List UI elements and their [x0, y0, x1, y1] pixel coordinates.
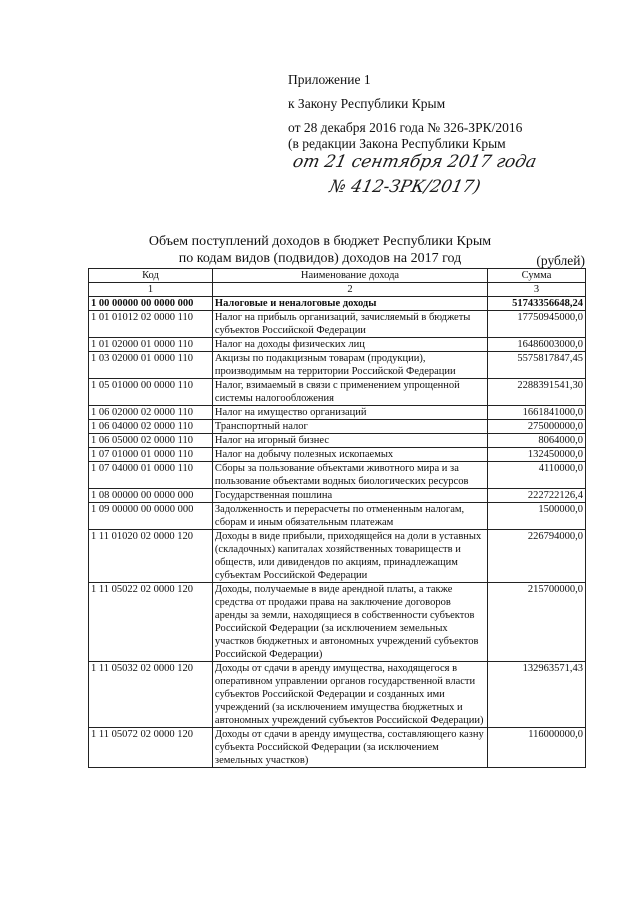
income-sum: 2288391541,30: [488, 379, 586, 406]
income-sum: 1661841000,0: [488, 406, 586, 420]
income-name: Налоговые и неналоговые доходы: [212, 297, 487, 311]
table-row: [89, 662, 586, 728]
table-row: [89, 420, 586, 434]
income-code: 1 08 00000 00 0000 000: [89, 489, 213, 503]
table-row: [89, 728, 586, 768]
income-name: Государственная пошлина: [212, 489, 487, 503]
table-column-numbers: [89, 283, 586, 297]
income-name: Задолженность и перерасчеты по отмененным налогам, сборам и иным обязательным платежам: [212, 503, 487, 530]
currency-unit: (рублей): [536, 253, 585, 268]
income-code: 1 01 02000 01 0000 110: [89, 338, 213, 352]
column-number: 2: [212, 283, 487, 297]
income-code: 1 06 05000 02 0000 110: [89, 434, 213, 448]
table-row: [89, 503, 586, 530]
title-line-2: по кодам видов (подвидов) доходов на 2017 год: [178, 251, 462, 266]
income-name: Налог на имущество организаций: [212, 406, 487, 420]
income-sum: 226794000,0: [488, 530, 586, 583]
table-row: [89, 434, 586, 448]
handwritten-line-2: № 412-ЗРК/2017): [327, 177, 483, 197]
income-sum: 275000000,0: [488, 420, 586, 434]
table-header-row: [89, 269, 586, 283]
handwritten-revision-note: [288, 148, 588, 198]
income-code: 1 11 05032 02 0000 120: [89, 662, 213, 728]
income-sum: 132450000,0: [488, 448, 586, 462]
income-sum: 16486003000,0: [488, 338, 586, 352]
income-code: 1 11 01020 02 0000 120: [89, 530, 213, 583]
income-sum: 215700000,0: [488, 583, 586, 662]
income-sum: 5575817847,45: [488, 352, 586, 379]
income-sum: 1500000,0: [488, 503, 586, 530]
income-code: 1 06 04000 02 0000 110: [89, 420, 213, 434]
income-code: 1 07 01000 01 0000 110: [89, 448, 213, 462]
income-code: 1 07 04000 01 0000 110: [89, 462, 213, 489]
income-name: Доходы от сдачи в аренду имущества, находящегося в оперативном управлении органов государственной власти субъектов Российской Федерации и созданных ими учреждений (за исключением имущества бюджетных и автономных учреждений субъектов Российской Федерации): [212, 662, 487, 728]
income-name: Доходы в виде прибыли, приходящейся на доли в уставных (складочных) капиталах хозяйственных товариществ и обществ, или дивидендов по акциям, принадлежащим субъектам Российской Федерации: [212, 530, 487, 583]
income-name: Транспортный налог: [212, 420, 487, 434]
table-row: [89, 462, 586, 489]
table-row: [89, 583, 586, 662]
income-code: 1 03 02000 01 0000 110: [89, 352, 213, 379]
table-row: [89, 311, 586, 338]
income-name: Доходы от сдачи в аренду имущества, составляющего казну субъекта Российской Федерации (за исключением земельных участков): [212, 728, 487, 768]
income-sum: 116000000,0: [488, 728, 586, 768]
table-row: [89, 297, 586, 311]
income-name: Акцизы по подакцизным товарам (продукции), производимым на территории Российской Федерации: [212, 352, 487, 379]
income-sum: 17750945000,0: [488, 311, 586, 338]
table-row: [89, 352, 586, 379]
table-row: [89, 448, 586, 462]
income-name: Налог на игорный бизнес: [212, 434, 487, 448]
income-name: Сборы за пользование объектами животного мира и за пользование объектами водных биологических ресурсов: [212, 462, 487, 489]
handwritten-line-1: от 21 сентября 2017 года: [290, 152, 539, 172]
income-name: Налог на доходы физических лиц: [212, 338, 487, 352]
income-code: 1 11 05072 02 0000 120: [89, 728, 213, 768]
table-row: [89, 406, 586, 420]
column-number: 3: [488, 283, 586, 297]
header-name: Наименование дохода: [212, 269, 487, 283]
header-code: Код: [89, 269, 213, 283]
income-code: 1 09 00000 00 0000 000: [89, 503, 213, 530]
table-row: [89, 530, 586, 583]
header-sum: Сумма: [488, 269, 586, 283]
income-name: Доходы, получаемые в виде арендной платы, а также средства от продажи права на заключение договоров аренды за земли, находящиеся в собственности субъектов Российской Федерации (за исключением земельных участков бюджетных и автономных учреждений субъектов Российской Федерации): [212, 583, 487, 662]
income-sum: 222722126,4: [488, 489, 586, 503]
income-code: 1 00 00000 00 0000 000: [89, 297, 213, 311]
table-row: [89, 338, 586, 352]
appendix-law: к Закону Республики Крым: [288, 96, 446, 111]
table-row: [89, 489, 586, 503]
income-name: Налог на прибыль организаций, зачисляемый в бюджеты субъектов Российской Федерации: [212, 311, 487, 338]
income-sum: 51743356648,24: [488, 297, 586, 311]
income-sum: 132963571,43: [488, 662, 586, 728]
income-table: [88, 268, 586, 768]
income-code: 1 01 01012 02 0000 110: [89, 311, 213, 338]
appendix-number: Приложение 1: [288, 72, 371, 87]
column-number: 1: [89, 283, 213, 297]
income-sum: 8064000,0: [488, 434, 586, 448]
appendix-revision: (в редакции Закона Республики Крым: [288, 136, 506, 151]
income-name: Налог, взимаемый в связи с применением упрощенной системы налогообложения: [212, 379, 487, 406]
income-name: Налог на добычу полезных ископаемых: [212, 448, 487, 462]
appendix-date: от 28 декабря 2016 года № 326-ЗРК/2016: [288, 120, 523, 135]
title-line-1: Объем поступлений доходов в бюджет Республики Крым: [148, 234, 492, 249]
income-code: 1 05 01000 00 0000 110: [89, 379, 213, 406]
table-row: [89, 379, 586, 406]
income-code: 1 06 02000 02 0000 110: [89, 406, 213, 420]
income-sum: 4110000,0: [488, 462, 586, 489]
income-code: 1 11 05022 02 0000 120: [89, 583, 213, 662]
